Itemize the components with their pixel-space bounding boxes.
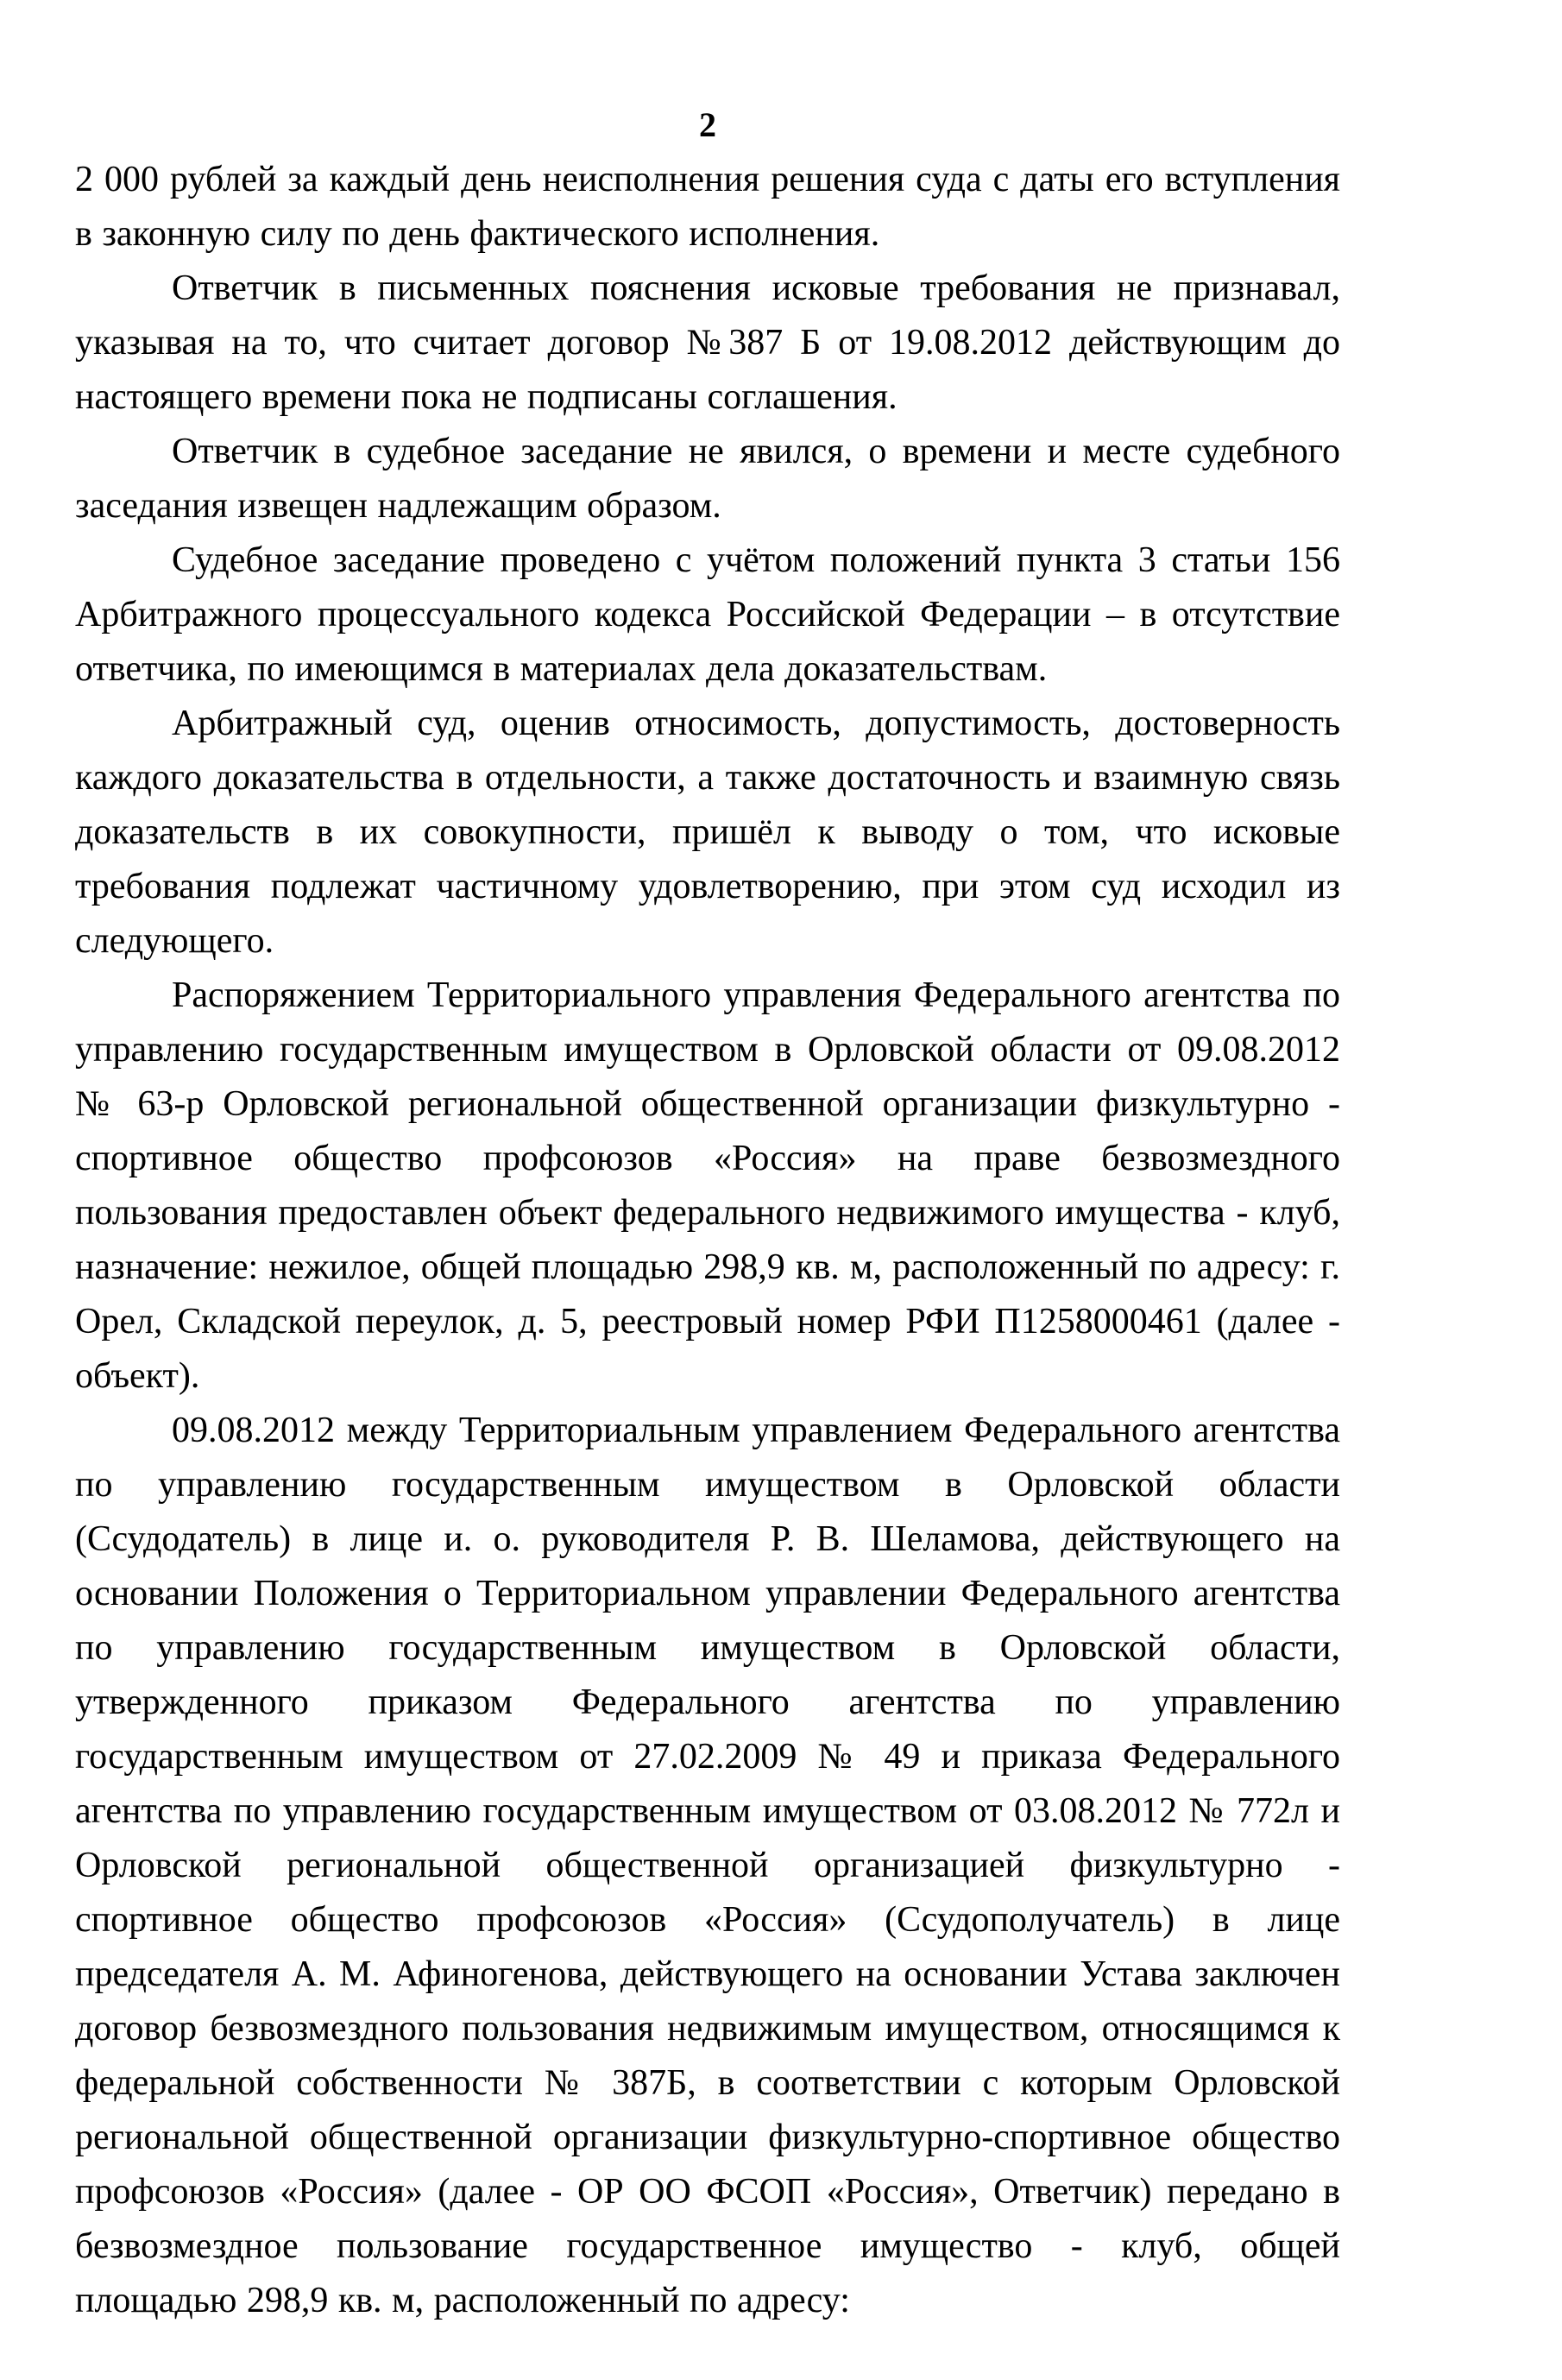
paragraph: Ответчик в письменных пояснения исковые требования не признавал, указывая на то, что считает договор №387 Б от 19.08.2012 действующим до настоящего времени пока не подписаны соглашения.: [75, 268, 1340, 417]
paragraph: 2 000 рублей за каждый день неисполнения решения суда с даты его вступления в законную силу по день фактического исполнения.: [75, 160, 1340, 254]
paragraph: Судебное заседание проведено с учётом положений пункта 3 статьи 156 Арбитражного процессуального кодекса Российской Федерации – в отсутствие ответчика, по имеющимся в материалах дела доказательствам.: [75, 540, 1340, 689]
page-number: 2: [699, 105, 716, 144]
paragraph: Арбитражный суд, оценив относимость, допустимость, достоверность каждого доказательства в отдельности, а также достаточность и взаимную связь доказательств в их совокупности, пришёл к выводу о том, что исковые требования подлежат частичному удовлетворению, при этом суд исходил из следующего.: [75, 704, 1340, 961]
paragraph: Ответчик в судебное заседание не явился, о времени и месте судебного заседания извещен надлежащим образом.: [75, 432, 1340, 526]
paragraph: Распоряжением Территориального управления Федерального агентства по управлению государственным имуществом в Орловской области от 09.08.2012 № 63-р Орловской региональной общественной организации физкультурно - спортивное общество профсоюзов «Россия» на праве безвозмездного пользования предоставлен объект федерального недвижимого имущества - клуб, назначение: нежилое, общей площадью 298,9 кв. м, расположенный по адресу: г. Орел, Складской переулок, д. 5, реестровый номер РФИ П1258000461 (далее - объект).: [75, 975, 1340, 1396]
paragraph: 09.08.2012 между Территориальным управлением Федерального агентства по управлению государственным имуществом в Орловской области (Ссудодатель) в лице и. о. руководителя Р. В. Шеламова, действующего на основании Положения о Территориальном управлении Федерального агентства по управлению государственным имуществом в Орловской области, утвержденного приказом Федерального агентства по управлению государственным имуществом от 27.02.2009 № 49 и приказа Федерального агентства по управлению государственным имуществом от 03.08.2012 № 772л и Орловской региональной общественной организацией физкультурно - спортивное общество профсоюзов «Россия» (Ссудополучатель) в лице председателя А. М. Афиногенова, действующего на основании Устава заключен договор безвозмездного пользования недвижимым имуществом, относящимся к федеральной собственности № 387Б, в соответствии с которым Орловской региональной общественной организации физкультурно-спортивное общество профсоюзов «Россия» (далее - ОР ОО ФСОП «Россия», Ответчик) передано в безвозмездное пользование государственное имущество - клуб, общей площадью 298,9 кв. м, расположенный по адресу:: [75, 1411, 1340, 2320]
